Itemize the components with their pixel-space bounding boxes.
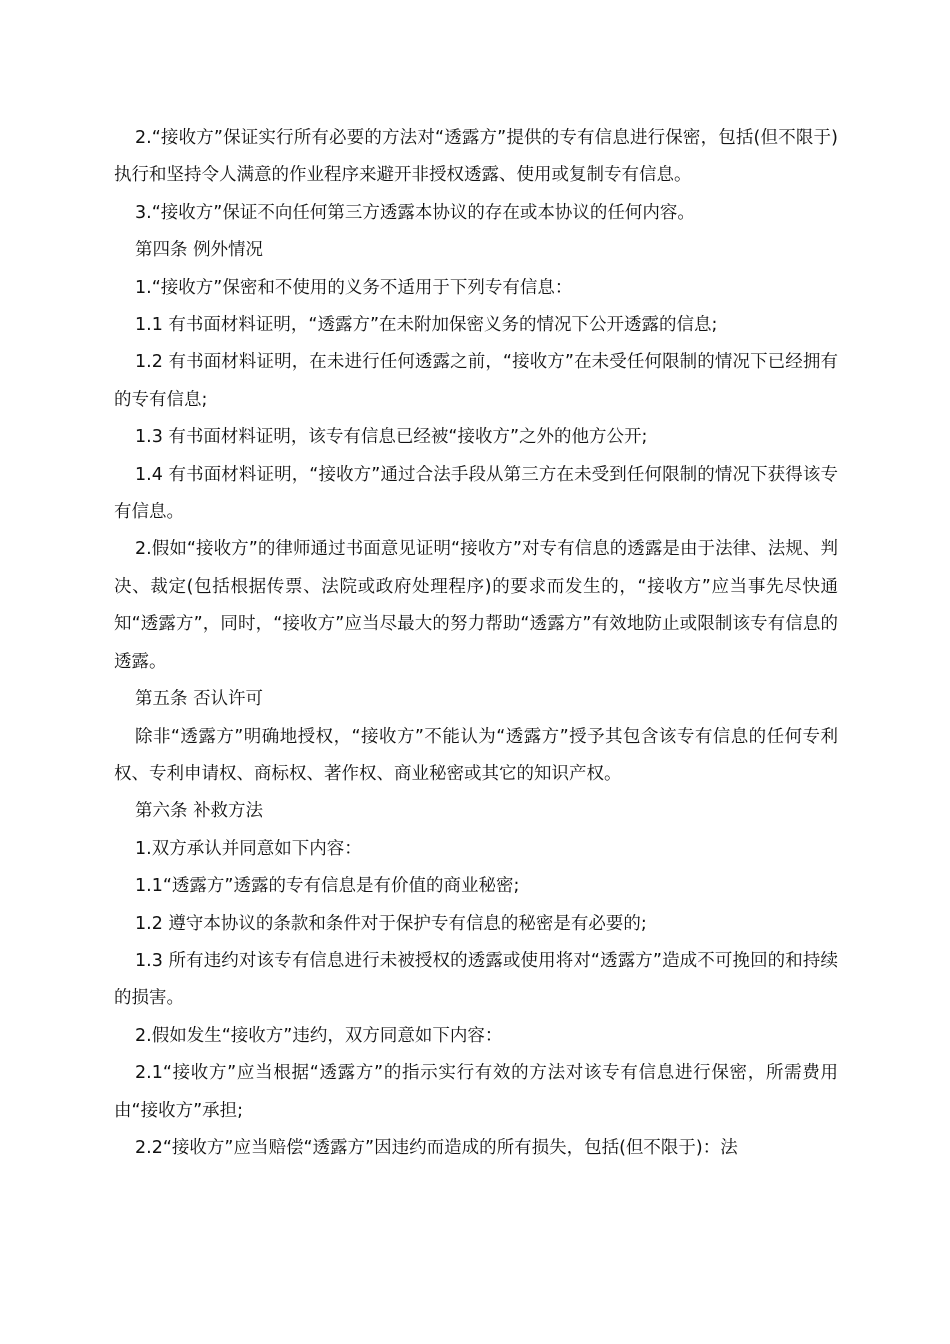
- paragraph-exception-1-4: 1.4 有书面材料证明，“接收方”通过合法手段从第三方在未受到任何限制的情况下获得该专有信息。: [114, 464, 838, 523]
- paragraph-breach-2-1: 2.1“接收方”应当根据“透露方”的指示实行有效的方法对该专有信息进行保密，所需费用由“接收方”承担;: [114, 1063, 838, 1121]
- paragraph-non-disclosure-of-agreement: 3.“接收方”保证不向任何第三方透露本协议的存在或本协议的任何内容。: [135, 202, 695, 223]
- paragraph-remedy-1-1: 1.1“透露方”透露的专有信息是有价值的商业秘密;: [135, 876, 520, 897]
- paragraph-exceptions-intro: 1.“接收方”保密和不使用的义务不适用于下列专有信息：: [135, 277, 573, 298]
- paragraph-remedies-intro: 1.双方承认并同意如下内容：: [135, 838, 362, 859]
- paragraph-breach-2-2: 2.2“接收方”应当赔偿“透露方”因违约而造成的所有损失，包括(但不限于)：法: [135, 1137, 738, 1158]
- paragraph-confidentiality-obligation: 2.“接收方”保证实行所有必要的方法对“透露方”提供的专有信息进行保密，包括(但不限于)执行和坚持令人满意的作业程序来避开非授权透露、使用或复制专有信息。: [114, 128, 838, 186]
- paragraph-exception-1-2: 1.2 有书面材料证明，在未进行任何透露之前，“接收方”在未受任何限制的情况下已经拥有的专有信息;: [114, 352, 838, 410]
- paragraph-breach-intro: 2.假如发生“接收方”违约，双方同意如下内容：: [135, 1025, 503, 1046]
- heading-article-4: 第四条 例外情况: [135, 240, 264, 261]
- paragraph-legal-disclosure: 2.假如“接收方”的律师通过书面意见证明“接收方”对专有信息的透露是由于法律、法规、判决、裁定(包括根据传票、法院或政府处理程序)的要求而发生的，“接收方”应当事先尽快通知“透露方”，同时，“接收方”应当尽最大的努力帮助“透露方”有效地防止或限制该专有信息的透露。: [114, 539, 838, 672]
- heading-article-6: 第六条 补救方法: [135, 801, 264, 822]
- paragraph-no-license: 除非“透露方”明确地授权，“接收方”不能认为“透露方”授予其包含该专有信息的任何专利权、专利申请权、商标权、著作权、商业秘密或其它的知识产权。: [114, 726, 838, 784]
- paragraph-exception-1-3: 1.3 有书面材料证明，该专有信息已经被“接收方”之外的他方公开;: [135, 427, 648, 448]
- heading-article-5: 第五条 否认许可: [135, 689, 264, 710]
- document-body: [114, 120, 838, 1167]
- paragraph-exception-1-1: 1.1 有书面材料证明，“透露方”在未附加保密义务的情况下公开透露的信息;: [135, 315, 718, 336]
- paragraph-remedy-1-3: 1.3 所有违约对该专有信息进行未被授权的透露或使用将对“透露方”造成不可挽回的和持续的损害。: [114, 950, 838, 1009]
- paragraph-remedy-1-2: 1.2 遵守本协议的条款和条件对于保护专有信息的秘密是有必要的;: [135, 913, 647, 934]
